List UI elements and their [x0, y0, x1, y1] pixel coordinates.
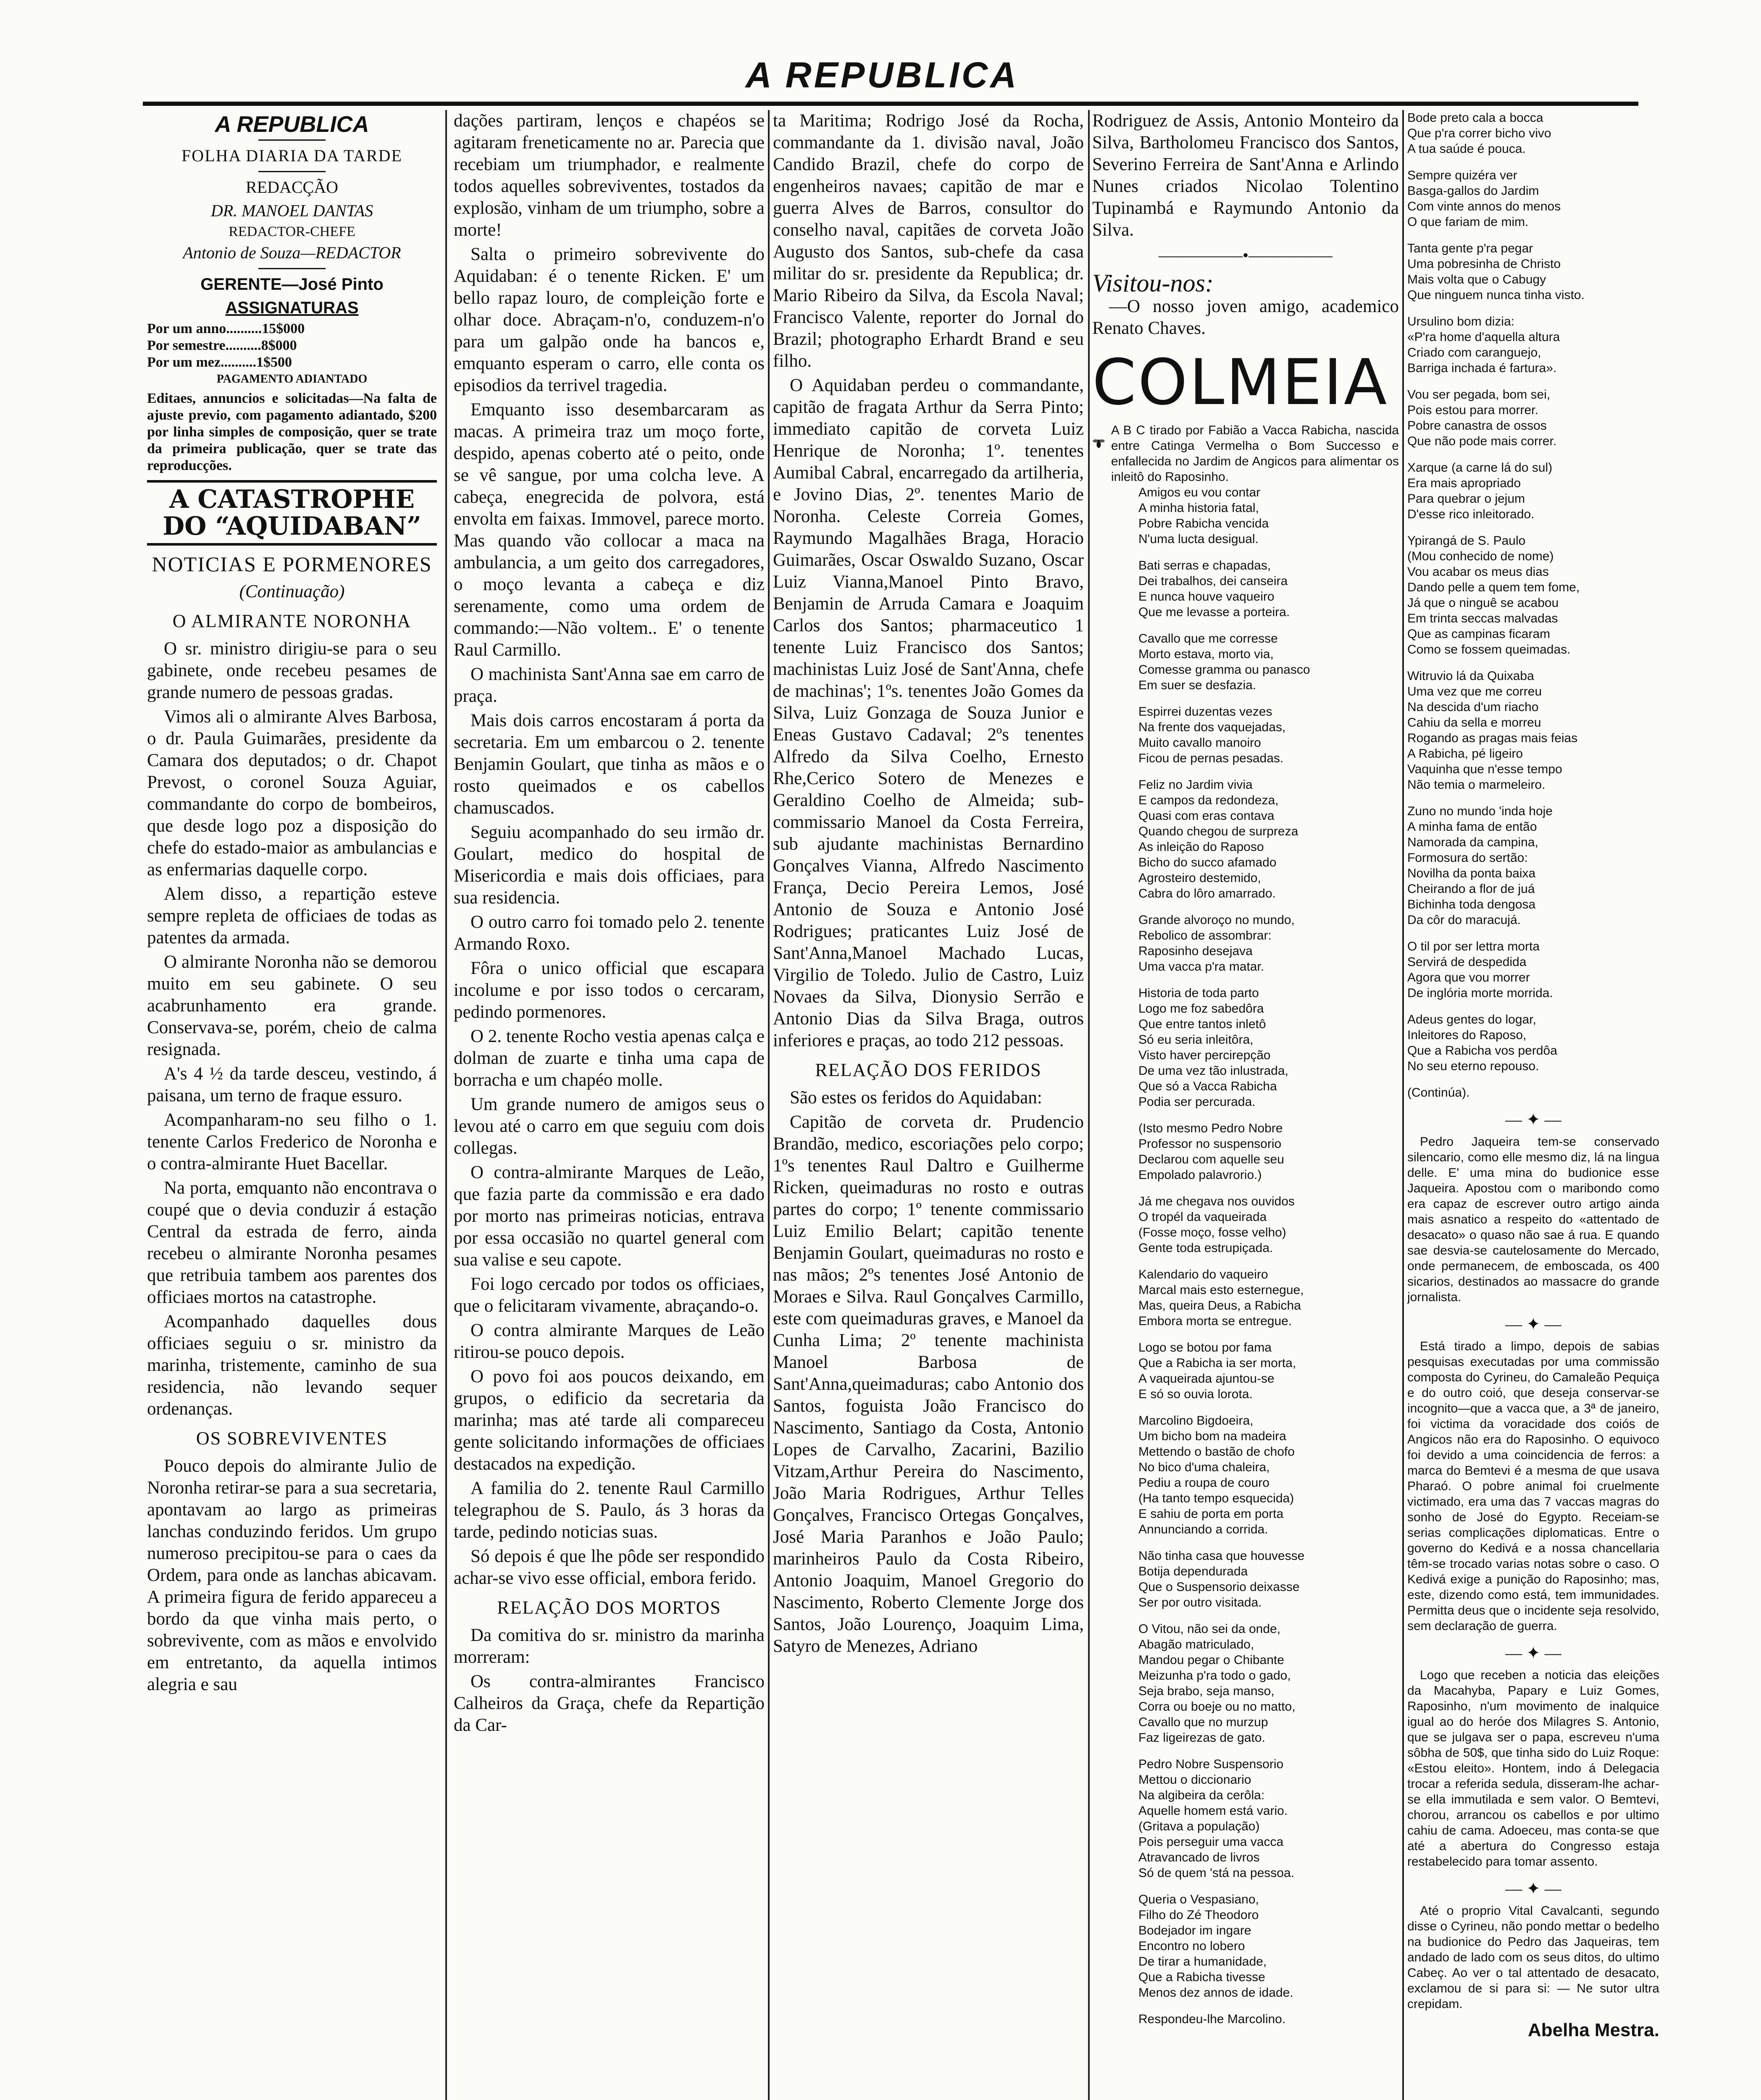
paper-subtitle: FOLHA DIARIA DA TARDE	[181, 146, 402, 165]
poem-stanza: Marcolino Bigdoeira, Um bicho bom na madeira Mettendo o bastão de chofo No bico d'uma chaleira, Pediu a roupa de couro (Ha tanto tempo esquecida) E sahiu de porta em porta Annunciando a corrida.	[1138, 1414, 1295, 1536]
column-4	[1092, 110, 1399, 2100]
column-rule	[768, 110, 770, 2100]
article-paragraph: Acompanhado daquelles dous officiaes seguiu o sr. ministro da marinha, tristemente, caminho de sua residencia, não levando sequer ordenanças.	[147, 1312, 437, 1419]
colmeia-intro-text: A B C tirado por Fabião a Vacca Rabicha, nascida entre Catinga Vermelha o Bom Successo e enfallecida no Jardim de Angicos para alimentar os inleitô do Raposinho.	[1111, 423, 1399, 484]
ornament-divider: — ✦ —	[1505, 1315, 1561, 1334]
gossip-paragraph: Pedro Jaqueira tem-se conservado silencario, como elle mesmo diz, lá na lingua delle. E' uma mina do budionice esse Jaqueira. Apostou com o maribondo como era capaz de escrever outro artigo ainda mais asnatico a respeito do «attentado de desacato» o quaso não sae á rua. E quando sae desvia-se cautelosamente do Mercado, onde permanecem, de emboscada, os 400 sicarios, destinados ao massacre do grande jornalista.	[1407, 1135, 1659, 1304]
gossip-paragraph: Até o proprio Vital Cavalcanti, segundo disse o Cyrineu, não pondo mettar o bedelho na budionice do Pedro das Jaqueiras, tem andado de lado com os seus ditos, do ultimo Cabeç. Ao ver o tal attentado de desacato, exclamou de si para si: — Ne sutor ultra crepidam.	[1407, 1904, 1659, 2011]
article-paragraph: Rodriguez de Assis, Antonio Monteiro da Silva, Bartholomeu Francisco dos Santos, Severino Ferreira de Sant'Anna e Arlindo Nunes criados Nicolao Tolentino Tupinambá e Raymundo Antonio da Silva.	[1092, 111, 1399, 240]
article-paragraph: Pouco depois do almirante Julio de Noronha retirar-se para a sua secretaria, apontavam ao largo as primeiras lanchas conduzindo feridos. Um grupo numeroso precipitou-se para o caes da Ordem, para onde as lanchas abicavam. A primeira figura de ferido appareceu a bordo da que vinha mais perto, o sobrevivente, com as mãos e envolvido em entretanto, da aquella intimos alegria e sau	[147, 1456, 437, 1694]
article-paragraph: O Aquidaban perdeu o commandante, capitão de fragata Arthur da Serra Pinto; immediato capitão de corveta Luiz Henrique de Noronha; 1º. tenentes Aumibal Cabral, encarregado da artilheria, e Jovino Dias, 2º. tenentes Mario de Noronha. Celeste Correia Gomes, Raymundo Magalhães Braga, Horacio Guimarães, Oscar Oswaldo Suzano, Oscar Luiz Vianna,Manoel Pinto Bravo, Benjamin de Arruda Camara e Joaquim Carlos dos Santos; pharmaceutico 1 tenente Luiz Francisco dos Santos; machinistas Luiz José de Sant'Anna, chefe de machinas'; 1ºs. tenentes João Gomes da Silva, Luiz Gonzaga de Souza Junior e Eneas Gustavo Cadaval; 2ºs tenentes Alfredo da Silva Coelho, Ernesto Rhe,Cerico Sotero de Menezes e Geraldino Coelho de Almeida; sub-commissario Manoel da Costa Ferreira, sub ajudante machinistas Bernardino Gonçalves Vianna, Alfredo Nascimento França, Decio Pereira Lemos, José Antonio de Souza e Antonio José Rodrigues; praticantes Luiz José de Sant'Anna,Manoel Machado Lucas, Virgilio de Toledo. Julio de Castro, Luiz Novaes da Silva, Dionysio Serrão e Antonio Dias da Silva Braga, outros inferiores e praças, ao todo 212 pessoas.	[773, 375, 1084, 1050]
poem-closing: Respondeu-lhe Marcolino.	[1138, 2012, 1286, 2026]
gossip-paragraph: Está tirado a limpo, depois de sabias pesquisas executadas por uma commissão composta do Cyrineu, do Camaleão Pequiça e do outro coió, que deseja conservar-se incognito—que a vacca que, a 3ª de janeiro, foi victima da voracidade dos coiós de Angicos não era do Raposinho. O equivoco foi devido a uma coincidencia de ferros: a marca do Bemtevi é a mesma de que usava Pharaó. O pobre animal foi cruelmente victimado, era uma das 7 vaccas magras do sonho de José do Egypto. Receiam-se serias complicações diplomaticas. Entre o governo do Kedivá e a nossa chancellaria têm-se trocado varias notas sobre o caso. O Kedivá exige a punição do Raposinho; mas, este, dizendo como está, tem immunidades. Permitta deus que o incidente seja resolvido, sem declaração de guerra.	[1407, 1339, 1659, 1633]
continuacao-label: (Continuação)	[239, 582, 345, 601]
article-paragraph: São estes os feridos do Aquidaban:	[790, 1088, 1042, 1108]
article-paragraph: Na porta, emquanto não encontrava o coupé que o devia conduzir á estação Central da estrada de ferro, ainda recebeu o almirante Noronha pesames que retribuia tambem aos parentes dos officiaes mortos na catastrophe.	[147, 1178, 437, 1307]
article-paragraph: Foi logo cercado por todos os officiaes, que o felicitaram vivamente, abraçando-o.	[454, 1274, 765, 1316]
masthead-title: A REPUBLICA	[745, 55, 1019, 95]
ornament-divider: — ✦ —	[1505, 1110, 1561, 1129]
mortos-heading: RELAÇÃO DOS MORTOS	[497, 1597, 721, 1618]
editaes-note: Editaes, annuncios e solicitadas—Na falta de ajuste previo, com pagamento adiantado, $200 por linha simples de composição, quer se trate da primeira publicação, quer se trate das reproducções.	[147, 391, 437, 473]
article-paragraph: A's 4 ½ da tarde desceu, vestindo, á paisana, um terno de fraque essuro.	[147, 1064, 437, 1105]
visitou-heading: Visitou-nos:	[1092, 269, 1214, 297]
price-line: Por semestre..........8$000	[147, 338, 297, 353]
paper-title: A REPUBLICA	[215, 112, 369, 137]
colmeia-intro	[1092, 423, 1399, 485]
article-paragraph: O almirante Noronha não se demorou muito em seu gabinete. O seu acabrunhamento era grande. Conservava-se, porém, cheio de calma resignada.	[147, 952, 437, 1059]
article-paragraph: A familia do 2. tenente Raul Carmillo telegraphou de S. Paulo, ás 3 horas da tarde, pedindo noticias suas.	[454, 1478, 765, 1542]
gossip-paragraph: Logo que receben a noticia das eleições da Macahyba, Papary e Luiz Gomes, Raposinho, n'um movimento de inalquice igual ao do heróe dos Milagres S. Antonio, que se julgava ser o papa, escreveu n'uma sôbha de 50$, que tinha sido do Luiz Roque: «Estou eleito». Hontem, indo á Delegacia trocar a referida sedula, disseram-lhe achar-se ella immutilada e sem valor. O Bemtevi, chorou, arrancou os cabellos e por ultimo cahiu de cama. Adoeceu, mas conta-se que até a abertura do Congresso estaja restabelecido para tomar assento.	[1407, 1668, 1659, 1869]
article-paragraph: O 2. tenente Rocho vestia apenas calça e dolman de zuarte e tinha uma capa de borracha e um chapéo molle.	[454, 1026, 765, 1090]
poem-stanza: Bode preto cala a bocca Que p'ra correr bicho vivo A tua saúde é pouca.	[1407, 111, 1551, 156]
article-paragraph: Acompanharam-no seu filho o 1. tenente Carlos Frederico de Noronha e o contra-almirante Huet Bacellar.	[147, 1110, 437, 1173]
ornament-divider: —————•—————	[1158, 246, 1333, 265]
poem-stanza: Espirrei duzentas vezes Na frente dos vaquejadas, Muito cavallo manoiro Ficou de pernas pesadas.	[1138, 705, 1286, 765]
poem-stanza: O Vitou, não sei da onde, Abagão matriculado, Mandou pegar o Chibante Meizunha p'ra todo o gado, Seja brabo, seja manso, Corra ou boeje ou no matto, Cavallo que no murzup Faz ligeirezas de gato.	[1138, 1622, 1296, 1745]
continua-label: (Continúa).	[1407, 1086, 1470, 1100]
colmeia-heading: COLMEIA	[1092, 346, 1389, 419]
article-paragraph: Vimos ali o almirante Alves Barbosa, o dr. Paula Guimarães, presidente da Camara dos deputados; o dr. Chapot Prevost, o coronel Souza Aguiar, commandante do corpo de bombeiros, que desde logo poz a disposição do chefe do estado-maior as ambulancias e as enfermarias daquelle corpo.	[147, 707, 437, 879]
director-role: REDACTOR-CHEFE	[229, 224, 355, 239]
poem-stanza: Grande alvoroço no mundo, Rebolico de assombrar: Raposinho desejava Uma vacca p'ra matar.	[1138, 913, 1295, 974]
article-paragraph: dações partiram, lenços e chapéos se agitaram freneticamente no ar. Parecia que recebiam um triumphador, e realmente todos aquelles sobreviventes, tostados da explosão, vinham de um triumpho, sobre a morte!	[454, 111, 765, 240]
gerente-name: GERENTE—José Pinto	[200, 275, 384, 294]
divider	[258, 268, 326, 269]
article-paragraph: Salta o primeiro sobrevivente do Aquidaban: é o tenente Ricken. E' um bello rapaz louro, de compleição forte e olhar doce. Abraçam-n'o, conduzem-n'o para um galpão onde ha bancos e, emquanto esperam o carro, elle conta os episodios da terrivel tragedia.	[454, 244, 765, 395]
column-rule	[1402, 110, 1404, 2100]
signature: Abelha Mestra.	[1528, 2020, 1659, 2040]
bee-icon	[1092, 423, 1105, 465]
poem-stanza: Tanta gente p'ra pegar Uma pobresinha de Christo Mais volta que o Cabugy Que ninguem nunca tinha visto.	[1407, 242, 1585, 302]
poem-stanza: Zuno no mundo 'inda hoje A minha fama de então Namorada da campina, Formosura do sertão: Novilha da ponta baixa Cheirando a flor de juá Bichinha toda dengosa Da côr do maracujá.	[1407, 804, 1553, 927]
director-name: DR. MANOEL DANTAS	[210, 201, 373, 220]
poem-stanza: Historia de toda parto Logo me foz sabedôra Que entre tantos inletô Só eu seria inleitôra, Visto haver percirepção De uma vez tão inlustrada, Que só a Vacca Rabicha Podia ser percurada.	[1138, 986, 1288, 1109]
column-rule	[445, 110, 447, 2100]
feridos-heading: RELAÇÃO DOS FERIDOS	[815, 1060, 1042, 1080]
pagamento-note: PAGAMENTO ADIANTADO	[216, 373, 368, 386]
poem-stanza: Cavallo que me corresse Morto estava, morto via, Comesse gramma ou panasco Em suer se desfazia.	[1138, 632, 1310, 692]
price-line: Por um anno..........15$000	[147, 321, 305, 336]
poem-stanza: Sempre quizéra ver Basga-gallos do Jardim Com vinte annos do menos O que fariam de mim.	[1407, 168, 1561, 229]
poem-stanza: Ursulino bom dizia: «P'ra home d'aquella altura Criado com caranguejo, Barriga inchada é fartura».	[1407, 315, 1560, 375]
sobreviventes-heading: OS SOBREVIVENTES	[196, 1428, 388, 1449]
poem-stanza: O til por ser lettra morta Servirá de despedida Agora que vou morrer De inglória morte morrida.	[1407, 940, 1553, 1000]
article-paragraph: ta Maritima; Rodrigo José da Rocha, commandante da 1. divisão naval, João Candido Brazil, chefe do corpo de engenheiros navaes; capitão de mar e guerra Alves de Barros, consultor do conselho naval, capitães de corveta João Augusto dos Santos, sub-chefe da casa militar do sr. presidente da Republica; dr. Mario Ribeiro da Silva, da Escola Naval; Francisco Valente, reporter do Jornal do Brazil; photographo Erhardt Brand e seu filho.	[773, 111, 1084, 371]
poem-stanza: Kalendario do vaqueiro Marcal mais esto esternegue, Mas, queira Deus, a Rabicha Embora morta se entregue.	[1138, 1268, 1304, 1328]
article-paragraph: Um grande numero de amigos seus o levou até o carro em que seguiu com dois collegas.	[454, 1095, 765, 1158]
redaccao-label: REDACÇÃO	[245, 178, 339, 197]
poem-stanza: Queria o Vespasiano, Filho do Zé Theodoro Bodejador im ingare Encontro no lobero De tirar a humanidade, Que a Rabicha tivesse Menos dez annos de idade.	[1138, 1893, 1293, 2000]
column-3	[773, 110, 1084, 2100]
article-paragraph: O povo foi aos poucos deixando, em grupos, o edificio da secretaria da marinha; mas até tarde ali compareceu gente solicitando informações de officiaes destacados na expedição.	[454, 1367, 765, 1474]
price-line: Por um mez..........1$500	[147, 354, 292, 370]
ornament-divider: — ✦ —	[1505, 1879, 1561, 1898]
column-2	[454, 110, 765, 2100]
poem-stanza: Não tinha casa que houvesse Botija dependurada Que o Suspensorio deixasse Ser por outro visitada.	[1138, 1549, 1305, 1609]
ornament-divider: — ✦ —	[1505, 1643, 1561, 1662]
poem-stanza: Amigos eu vou contar A minha historia fatal, Pobre Rabicha vencida N'uma lucta desigual.	[1138, 486, 1269, 546]
article-paragraph: O machinista Sant'Anna sae em carro de praça.	[454, 664, 765, 706]
article-paragraph: O contra-almirante Marques de Leão, que fazia parte da commissão e era dado por morto nas primeiras noticias, entrava por essa occasião no quartel general com sua valise e seu capote.	[454, 1163, 765, 1270]
article-paragraph: Os contra-almirantes Francisco Calheiros da Graça, chefe da Repartição da Car-	[454, 1672, 765, 1735]
column-rule	[1088, 110, 1090, 2100]
article-paragraph: —O nosso joven amigo, academico Renato Chaves.	[1092, 297, 1399, 338]
article-paragraph: Seguiu acompanhado do seu irmão dr. Goulart, medico do hospital de Misericordia e mais dois officiaes, para sua residencia.	[454, 822, 765, 908]
column-5	[1407, 110, 1659, 2100]
article-paragraph: Alem disso, a repartição esteve sempre repleta de officiaes de todas as patentes da armada.	[147, 884, 437, 948]
article-paragraph: Da comitiva do sr. ministro da marinha morreram:	[454, 1625, 765, 1667]
masthead-rule	[143, 102, 1638, 106]
noticias-heading: NOTICIAS E PORMENORES	[152, 552, 432, 576]
poem-stanza: Pedro Nobre Suspensorio Mettou o diccionario Na algibeira da cerôla: Aquelle homem está vario. (Gritava a população) Pois perseguir uma vacca Atravancado de livros Só de quem 'stá na pessoa.	[1138, 1757, 1294, 1880]
poem-stanza: Vou ser pegada, bom sei, Pois estou para morrer. Pobre canastra de ossos Que não pode mais correr.	[1407, 388, 1557, 448]
assinaturas-heading: ASSIGNATURAS	[225, 299, 359, 317]
article-paragraph: O sr. ministro dirigiu-se para o seu gabinete, onde recebeu pesames de grande numero de pessoas gradas.	[147, 639, 437, 702]
article-paragraph: Mais dois carros encostaram á porta da secretaria. Em um embarcou o 2. tenente Benjamin Goulart, que tinha as mãos e o rosto queimados e os cabellos chamuscados.	[454, 711, 765, 818]
redactor-name: Antonio de Souza—REDACTOR	[183, 243, 401, 262]
catastrophe-headline: A CATASTROPHE DO “AQUIDABAN”	[147, 480, 437, 546]
divider	[258, 139, 326, 141]
almirante-heading: O ALMIRANTE NORONHA	[172, 611, 412, 631]
poem-stanza: Ypirangá de S. Paulo (Mou conhecido de nome) Vou acabar os meus dias Dando pelle a quem tem fome, Já que o ninguê se acabou Em trinta seccas malvadas Que as campinas ficaram Como se fossem queimadas.	[1407, 534, 1580, 656]
article-paragraph: Emquanto isso desembarcaram as macas. A primeira traz um moço forte, despido, apenas coberto até o peito, onde se vê sangue, por uma colcha leve. A cabeça, enegrecida de polvora, está envolta em faixas. Immovel, parece morto. Mas quando vão collocar a maca na ambulancia, a um geito dos carregadores, o moço levanta a cabeça e diz serenamente, como uma ordem de commando:—Não voltem.. E' o tenente Raul Carmillo.	[454, 400, 765, 660]
poem-stanza: Xarque (a carne lá do sul) Era mais apropriado Para quebrar o jejum D'esse rico inleitorado.	[1407, 461, 1553, 521]
poem-stanza: Adeus gentes do logar, Inleitores do Raposo, Que a Rabicha vos perdôa No seu eterno repouso.	[1407, 1013, 1557, 1073]
poem-stanza: Bati serras e chapadas, Dei trabalhos, dei canseira E nunca houve vaqueiro Que me levasse a porteira.	[1138, 559, 1290, 619]
poem-stanza: Feliz no Jardim vivia E campos da redondeza, Quasi com eras contava Quando chegou de surpreza As inleição do Raposo Bicho do succo afamado Agrosteiro destemido, Cabra do lôro amarrado.	[1138, 778, 1298, 900]
article-paragraph: Fôra o unico official que escapara incolume e por isso todos o cercaram, pedindo pormenores.	[454, 958, 765, 1022]
column-1	[147, 110, 437, 2100]
divider	[258, 171, 326, 172]
article-paragraph: O outro carro foi tomado pelo 2. tenente Armando Roxo.	[454, 912, 765, 954]
poem-stanza: Witruvio lá da Quixaba Uma vez que me correu Na descida d'um riacho Cahiu da sella e morreu Rogando as pragas mais feias A Rabicha, pé ligeiro Vaquinha que n'esse tempo Não temia o marmeleiro.	[1407, 669, 1578, 792]
poem-stanza: (Isto mesmo Pedro Nobre Professor no suspensorio Declarou com aquelle seu Empolado palavrorio.)	[1138, 1121, 1284, 1182]
poem-stanza: Logo se botou por fama Que a Rabicha ia ser morta, A vaqueirada ajuntou-se E só so ouvia lorota.	[1138, 1341, 1296, 1401]
article-paragraph: O contra almirante Marques de Leão ritirou-se pouco depois.	[454, 1320, 765, 1362]
poem-stanza: Já me chegava nos ouvidos O tropél da vaqueirada (Fosse moço, fosse velho) Gente toda estrupiçada.	[1138, 1194, 1295, 1255]
article-paragraph: Capitão de corveta dr. Prudencio Brandão, medico, escoriações pelo corpo; 1ºs tenentes Raul Daltro e Guilherme Ricken, queimaduras no rosto e outras partes do corpo; 1º tenente commissario Luiz Emilio Belart; capitão tenente Benjamin Goulart, queimaduras no rosto e nas mãos; 2ºs tenentes José Antonio de Moraes e Silva. Raul Gonçalves Carmillo, este com queimaduras graves, e Manoel da Cunha Lima; 2º tenente machinista Manoel Barbosa de Sant'Anna,queimaduras; cabo Antonio dos Santos, foguista João Francisco do Nascimento, Santiago da Costa, Antonio Lopes de Carvalho, Zacarini, Bazilio Vitzam,Arthur Pereira do Nascimento, João Maria Rodrigues, Arthur Telles Gonçalves, Francisco Ortegas Gonçalves, José Maria Paranhos e João Paulo; marinheiros Paulo da Costa Ribeiro, Antonio Joaquim, Manoel Gregorio do Nascimento, Roberto Clemente Jorge dos Santos, João Lourenço, Joaquim Lima, Satyro de Menezes, Adriano	[773, 1112, 1084, 1656]
article-paragraph: Só depois é que lhe pôde ser respondido achar-se vivo esse official, embora ferido.	[454, 1546, 765, 1588]
